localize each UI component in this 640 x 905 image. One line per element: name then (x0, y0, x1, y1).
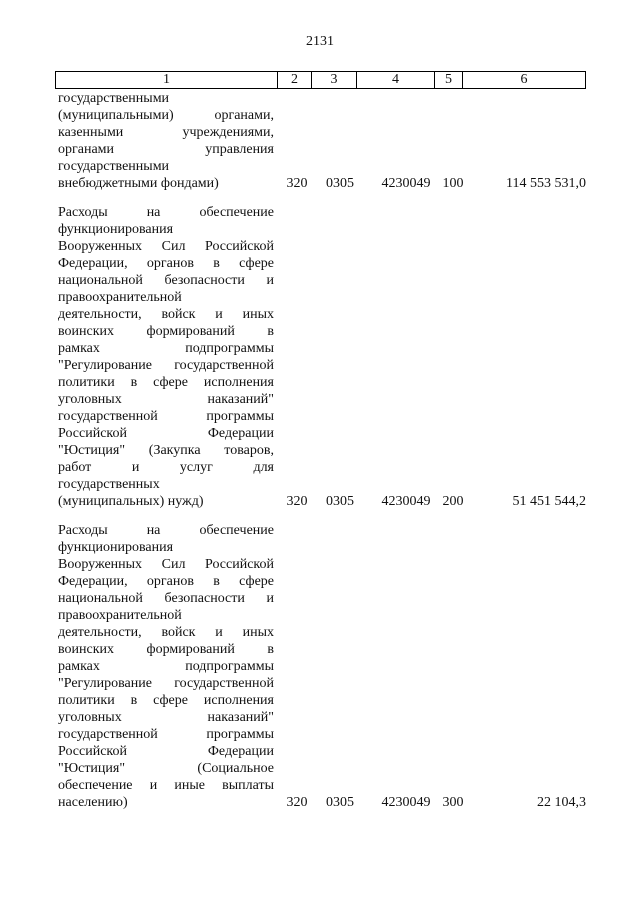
subsection-code: 0305 (326, 176, 354, 191)
desc-line: государственной программы (58, 727, 274, 742)
expense-type-code: 100 (442, 176, 464, 191)
row-description (58, 204, 274, 510)
desc-line: (муниципальных) нужд) (58, 494, 204, 509)
section-code: 320 (286, 795, 308, 810)
desc-line: правоохранительной (58, 608, 182, 623)
target-article-code: 4230049 (381, 795, 431, 810)
desc-line: внебюджетными фондами) (58, 176, 219, 191)
header-col-6: 6 (463, 72, 586, 89)
header-col-3: 3 (312, 72, 357, 89)
desc-line: "Юстиция" (Социальное (58, 761, 274, 776)
desc-line: Российской Федерации (58, 744, 274, 759)
amount-value: 114 553 531,0 (506, 176, 586, 191)
desc-line: государственными (58, 91, 170, 106)
subsection-code: 0305 (326, 795, 354, 810)
desc-line: (муниципальными) органами, (58, 108, 274, 123)
desc-line: Расходы на обеспечение (58, 205, 274, 220)
desc-line: Федерации, органов в сфере (58, 574, 274, 589)
desc-line: "Регулирование государственной (58, 676, 274, 691)
desc-line: Расходы на обеспечение (58, 523, 274, 538)
desc-line: рамках подпрограммы (58, 659, 274, 674)
header-col-4: 4 (357, 72, 435, 89)
desc-line: органами управления (58, 142, 274, 157)
subsection-code: 0305 (326, 494, 354, 509)
desc-line: Вооруженных Сил Российской (58, 557, 274, 572)
desc-line: государственной программы (58, 409, 274, 424)
header-col-2: 2 (278, 72, 312, 89)
row-description (58, 90, 274, 192)
target-article-code: 4230049 (381, 176, 431, 191)
table-header (55, 71, 586, 89)
page-number: 2131 (306, 34, 334, 49)
desc-line: государственных (58, 477, 160, 492)
header-col-5: 5 (435, 72, 463, 89)
desc-line: Федерации, органов в сфере (58, 256, 274, 271)
desc-line: национальной безопасности и (58, 273, 274, 288)
header-col-1: 1 (56, 72, 278, 89)
table-row (58, 90, 590, 192)
table-row (58, 522, 590, 811)
desc-line: национальной безопасности и (58, 591, 274, 606)
section-code: 320 (286, 494, 308, 509)
desc-line: правоохранительной (58, 290, 182, 305)
expense-type-code: 300 (442, 795, 464, 810)
desc-line: деятельности, войск и иных (58, 307, 274, 322)
table-row (58, 204, 590, 510)
desc-line: населению) (58, 795, 128, 810)
desc-line: казенными учреждениями, (58, 125, 274, 140)
amount-value: 22 104,3 (537, 795, 586, 810)
expense-type-code: 200 (442, 494, 464, 509)
desc-line: политики в сфере исполнения (58, 375, 274, 390)
desc-line: воинских формирований в (58, 324, 274, 339)
desc-line: функционирования (58, 540, 174, 555)
desc-line: уголовных наказаний" (58, 392, 274, 407)
section-code: 320 (286, 176, 308, 191)
desc-line: работ и услуг для (58, 460, 274, 475)
desc-line: политики в сфере исполнения (58, 693, 274, 708)
desc-line: деятельности, войск и иных (58, 625, 274, 640)
desc-line: "Регулирование государственной (58, 358, 274, 373)
row-description (58, 522, 274, 811)
target-article-code: 4230049 (381, 494, 431, 509)
desc-line: Вооруженных Сил Российской (58, 239, 274, 254)
desc-line: "Юстиция" (Закупка товаров, (58, 443, 274, 458)
desc-line: уголовных наказаний" (58, 710, 274, 725)
desc-line: Российской Федерации (58, 426, 274, 441)
desc-line: функционирования (58, 222, 174, 237)
desc-line: рамках подпрограммы (58, 341, 274, 356)
desc-line: обеспечение и иные выплаты (58, 778, 274, 793)
desc-line: государственными (58, 159, 170, 174)
desc-line: воинских формирований в (58, 642, 274, 657)
amount-value: 51 451 544,2 (512, 494, 586, 509)
